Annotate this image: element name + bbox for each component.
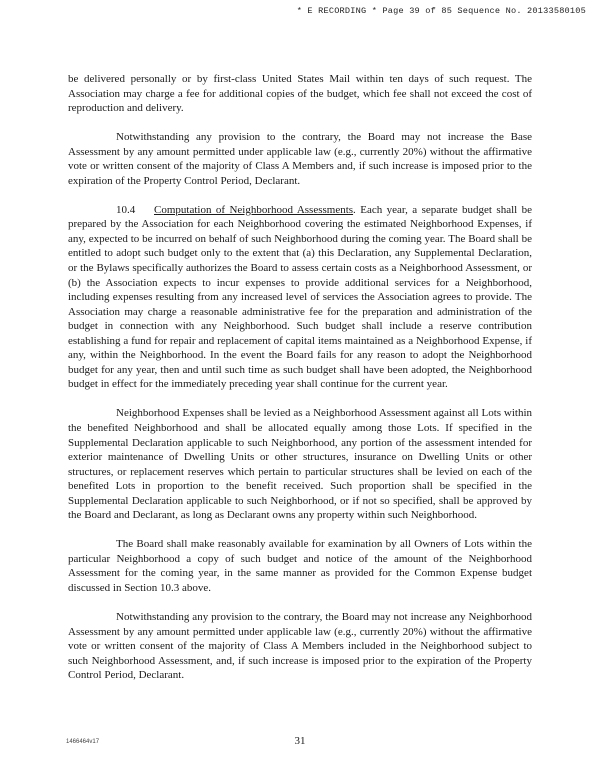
paragraph-neighborhood-expenses: Neighborhood Expenses shall be levied as a Neighborhood Assessment against all Lots within the benefited Neighborhood and shall be allocated equally among those Lots. If specified in the Supplemental Declaration applicable to such Neighborhood, any portion of the assessment intended for exterior maintenance of Dwelling Units or other structures, insurance on Dwelling Units or other structures, or replacement reserves which pertain to particular structures shall be levied on each of the benefited Lots in proportion to the benefit received. Such proportion shall be specified in the Supplemental Declaration applicable to such Neighborhood, or if not so specified, shall be approved by the Board and Declarant, as long as Declarant owns any property within such Neighborhood. — [68, 407, 532, 522]
paragraph-base-assessment-limit: Notwithstanding any provision to the contrary, the Board may not increase the Base Assessment by any amount permitted under applicable law (e.g., currently 20%) without the affirmative vote or written consent of the majority of Class A Members and, if such increase is imposed prior to the expiration of the Property Control Period, Declarant. — [68, 131, 532, 187]
section-number: 10.4 — [116, 203, 136, 216]
paragraph-neighborhood-assessment-limit: Notwithstanding any provision to the contrary, the Board may not increase any Neighborhood Assessment by any amount permitted under applicable law (e.g., currently 20%) without the affirmative vote or written consent of the majority of Class A Members included in the Neighborhood subject to such Neighborhood Assessment, and, if such increase is imposed prior to the expiration of the Property Control Period, Declarant. — [68, 611, 532, 682]
document-body — [68, 72, 532, 697]
section-10-4 — [68, 203, 532, 392]
page-number: 31 — [294, 735, 306, 747]
section-text: . Each year, a separate budget shall be prepared by the Association for each Neighborhood covering the estimated Neighborhood Expenses, if any, expected to be incurred on behalf of such Neighborhood during the coming year. The Board shall be entitled to adopt such budget only to the extent that (a) this Declaration, any Supplemental Declaration, or the Bylaws specifically authorizes the Board to assess certain costs as a Neighborhood Assessment, or (b) the Association expects to incur expenses to provide additional services for a Neighborhood, including expenses resulting from any increased level of services the Association agrees to provide. The Association may charge a reasonable administrative fee for the preparation and administration of the budget in connection with any Neighborhood. Such budget shall include a reserve contribution establishing a fund for repair and replacement of capital items maintained as a Neighborhood Expense, if any, within the Neighborhood. In the event the Board fails for any reason to adopt the Neighborhood budget for any year, then and until such time as such budget shall have been adopted, the Neighborhood budget in effect for the immediately preceding year shall continue for the current year. — [68, 203, 532, 391]
paragraph-budget-availability: The Board shall make reasonably available for examination by all Owners of Lots within the particular Neighborhood a copy of such budget and notice of the amount of the Neighborhood Assessment for the coming year, in the same manner as provided for the Common Expense budget discussed in Section 10.3 above. — [68, 538, 532, 594]
recording-header: * E RECORDING * Page 39 of 85 Sequence No. 20133580105 — [296, 6, 586, 16]
document-code: 1466464v17 — [66, 739, 100, 745]
section-heading: Computation of Neighborhood Assessments — [154, 203, 354, 216]
paragraph-budget-delivery: be delivered personally or by first-class United States Mail within ten days of such request. The Association may charge a fee for additional copies of the budget, which fee shall not exceed the cost of reproduction and delivery. — [68, 73, 532, 115]
